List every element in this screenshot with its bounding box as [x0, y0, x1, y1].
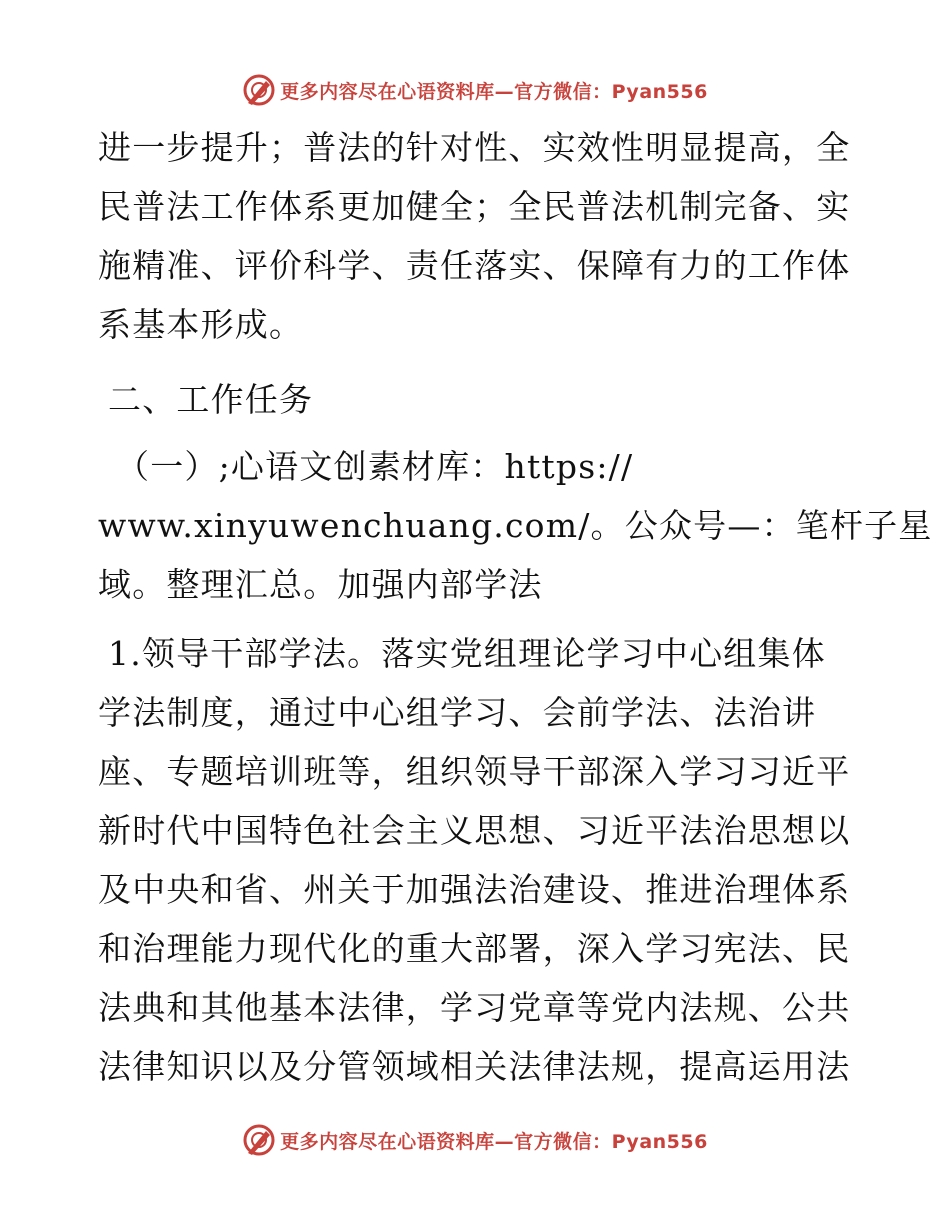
subsection-1	[98, 437, 933, 614]
watermark-text: 更多内容尽在心语资料库—官方微信：Pyan556	[280, 80, 708, 103]
text-line: 域。整理汇总。加强内部学法	[98, 565, 543, 604]
watermark-group	[242, 73, 708, 107]
text-line: 进一步提升；普法的针对性、实效性明显提高，全	[98, 128, 851, 167]
header-watermark	[0, 70, 950, 110]
section-heading: 二、工作任务	[108, 380, 314, 419]
text-line: 座、专题培训班等，组织领导干部深入学习习近平	[98, 752, 851, 791]
text-line: 法典和其他基本法律，学习党章等党内法规、公共	[98, 988, 851, 1027]
text-line: 及中央和省、州关于加强法治建设、推进治理体系	[98, 870, 851, 909]
text-line: 法律知识以及分管领域相关法律法规，提高运用法	[98, 1047, 851, 1086]
watermark-text: 更多内容尽在心语资料库—官方微信：Pyan556	[280, 1130, 708, 1153]
document-body	[98, 118, 933, 1096]
text-line: 新时代中国特色社会主义思想、习近平法治思想以	[98, 811, 851, 850]
pen-logo-icon	[242, 73, 276, 107]
text-line: 系基本形成。	[98, 305, 304, 344]
text-line: （一）;心语文创素材库：https://	[116, 447, 634, 486]
paragraph-1	[98, 118, 858, 354]
text-line: 1.领导干部学法。落实党组理论学习中心组集体	[108, 634, 826, 673]
text-line: 民普法工作体系更加健全；全民普法机制完备、实	[98, 187, 851, 226]
pen-logo-icon	[242, 1123, 276, 1157]
text-line: 施精准、评价科学、责任落实、保障有力的工作体	[98, 246, 851, 285]
item-1	[98, 624, 858, 1096]
text-line: 学法制度，通过中心组学习、会前学法、法治讲	[98, 693, 817, 732]
watermark-group	[242, 1123, 708, 1157]
text-line: www.xinyuwenchuang.com/。公众号—：笔杆子星	[98, 506, 933, 545]
footer-watermark	[0, 1120, 950, 1160]
text-line: 和治理能力现代化的重大部署，深入学习宪法、民	[98, 929, 851, 968]
